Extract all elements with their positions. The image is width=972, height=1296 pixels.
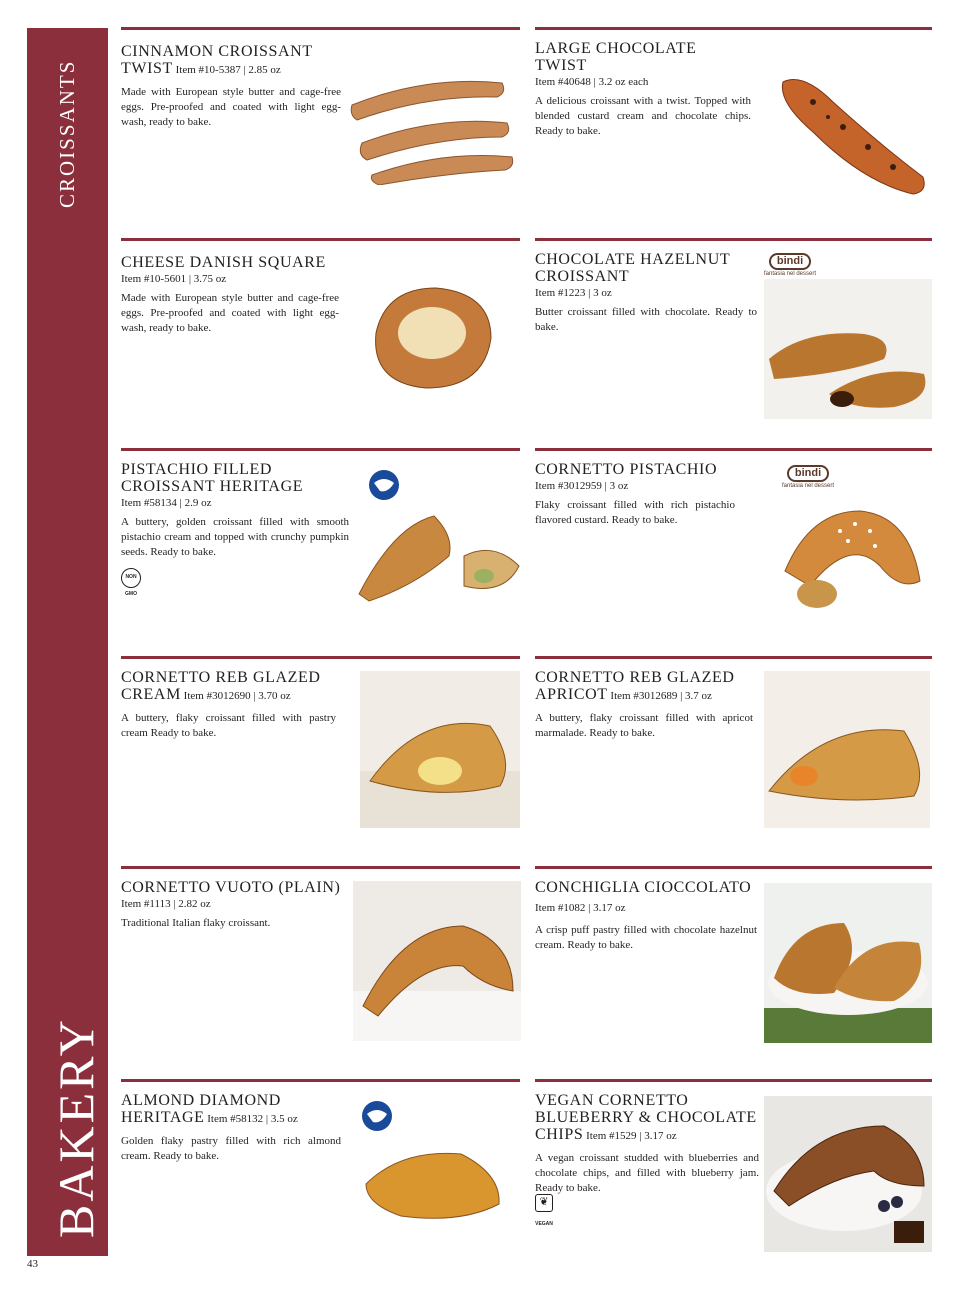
product-photo: [360, 671, 520, 828]
product-description: A delicious croissant with a twist. Topped with blended custard cream and chocolate chips. Ready to bake.: [535, 95, 751, 137]
product-photo: [764, 279, 932, 419]
product-card-cheese-danish: [121, 238, 520, 438]
bindi-logo: bindi fantasia nel dessert: [781, 467, 835, 489]
product-item: Item #3012959 | 3 oz: [535, 480, 629, 492]
product-photo: [764, 1096, 932, 1252]
product-description: Traditional Italian flaky croissant.: [121, 917, 271, 929]
section-label: [27, 28, 108, 228]
product-photo: [764, 883, 932, 1043]
product-title: CORNETTO REB GLAZED APRICOT Item #3012689 | 3.7 oz: [535, 669, 735, 703]
product-description: Made with European style butter and cage-free eggs. Pre-proofed and coated with light egg-wash, ready to bake.: [121, 86, 341, 128]
product-card-cinnamon-twist: [121, 27, 520, 227]
product-item: Item #40648 | 3.2 oz each: [535, 76, 649, 88]
product-photo: [773, 72, 931, 197]
product-title: CORNETTO REB GLAZED CREAM Item #3012690 | 3.70 oz: [121, 669, 321, 703]
category-sidebar: [27, 28, 108, 1256]
product-card-chocolate-twist: [535, 27, 932, 227]
non-gmo-badge: NON GMO: [121, 568, 141, 588]
product-item: Item #1113 | 2.82 oz: [121, 898, 211, 910]
product-title: CORNETTO VUOTO (PLAIN): [121, 879, 341, 896]
product-description: Butter croissant filled with chocolate. Ready to bake.: [535, 306, 757, 333]
section-label-text: CROISSANTS: [55, 59, 79, 208]
product-card-cornetto-pistachio: [535, 448, 932, 648]
product-title: CHOCOLATE HAZELNUT CROISSANT: [535, 251, 730, 285]
product-title: LARGE CHOCOLATE TWIST: [535, 40, 697, 74]
product-card-cornetto-vuoto: [121, 866, 520, 1066]
product-photo: [354, 506, 522, 602]
product-title: VEGAN CORNETTO BLUEBERRY & CHOCOLATE CHIPS Item #1529 | 3.17 oz: [535, 1092, 757, 1143]
product-description: Flaky croissant filled with rich pistachio flavored custard. Ready to bake.: [535, 499, 735, 526]
product-description: Golden flaky pastry filled with rich almond cream. Ready to bake.: [121, 1135, 341, 1162]
product-card-almond-diamond: [121, 1079, 520, 1256]
page-number: 43: [27, 1258, 38, 1270]
product-item: Item #58134 | 2.9 oz: [121, 497, 212, 509]
product-title: ALMOND DIAMOND HERITAGE Item #58132 | 3.5 oz: [121, 1092, 298, 1126]
product-item: Item #1529 | 3.17 oz: [583, 1130, 677, 1142]
product-description: A crisp puff pastry filled with chocolate hazelnut cream. Ready to bake.: [535, 924, 757, 951]
product-card-vegan-cornetto: [535, 1079, 932, 1256]
product-item: Item #1223 | 3 oz: [535, 287, 612, 299]
product-photo: [353, 881, 521, 1041]
product-photo: [361, 1144, 503, 1224]
product-title: CHEESE DANISH SQUARE: [121, 254, 326, 271]
product-description: A buttery, golden croissant filled with smooth pistachio cream and topped with crunchy pumpkin seeds. Ready to bake.: [121, 516, 349, 558]
category-label-text: BAKERY: [48, 1017, 104, 1238]
product-card-reb-glazed-cream: [121, 656, 520, 856]
product-card-conchiglia: [535, 866, 932, 1066]
product-card-pistachio-heritage: [121, 448, 520, 648]
white-toque-logo: [366, 467, 402, 503]
product-description: Made with European style butter and cage-free eggs. Pre-proofed and coated with light egg-wash, ready to bake.: [121, 292, 339, 334]
product-item: Item #10-5601 | 3.75 oz: [121, 273, 227, 285]
white-toque-logo: [359, 1098, 395, 1134]
product-photo: [347, 65, 519, 185]
product-title: CORNETTO PISTACHIO: [535, 461, 718, 478]
bindi-logo: bindi fantasia nel dessert: [763, 255, 817, 277]
product-item: Item #3012689 | 3.7 oz: [607, 690, 712, 702]
product-item: Item #1082 | 3.17 oz: [535, 902, 626, 914]
product-photo: [764, 671, 930, 828]
product-card-chocolate-hazelnut: [535, 238, 932, 438]
product-card-reb-glazed-apricot: [535, 656, 932, 856]
product-description: A vegan croissant studded with blueberries and chocolate chips, and filled with blueberry jam. Ready to bake.: [535, 1152, 759, 1194]
product-item: Item #10-5387 | 2.85 oz: [172, 64, 281, 76]
product-photo: [780, 506, 925, 611]
product-title: PISTACHIO FILLED CROISSANT HERITAGE: [121, 461, 304, 495]
product-item: Item #3012690 | 3.70 oz: [180, 690, 291, 702]
product-photo: [366, 283, 496, 393]
product-item: Item #58132 | 3.5 oz: [204, 1113, 298, 1125]
product-description: A buttery, flaky croissant filled with pastry cream Ready to bake.: [121, 712, 336, 739]
product-title: CINNAMON CROISSANT TWIST Item #10-5387 | 2.85 oz: [121, 43, 313, 77]
product-title: CONCHIGLIA CIOCCOLATO Item #1082 | 3.17 oz: [535, 879, 752, 914]
vegan-badge: ❦ VEGAN: [535, 1196, 553, 1227]
product-description: A buttery, flaky croissant filled with apricot marmalade. Ready to bake.: [535, 712, 753, 739]
leaf-icon: ❦: [535, 1194, 553, 1212]
